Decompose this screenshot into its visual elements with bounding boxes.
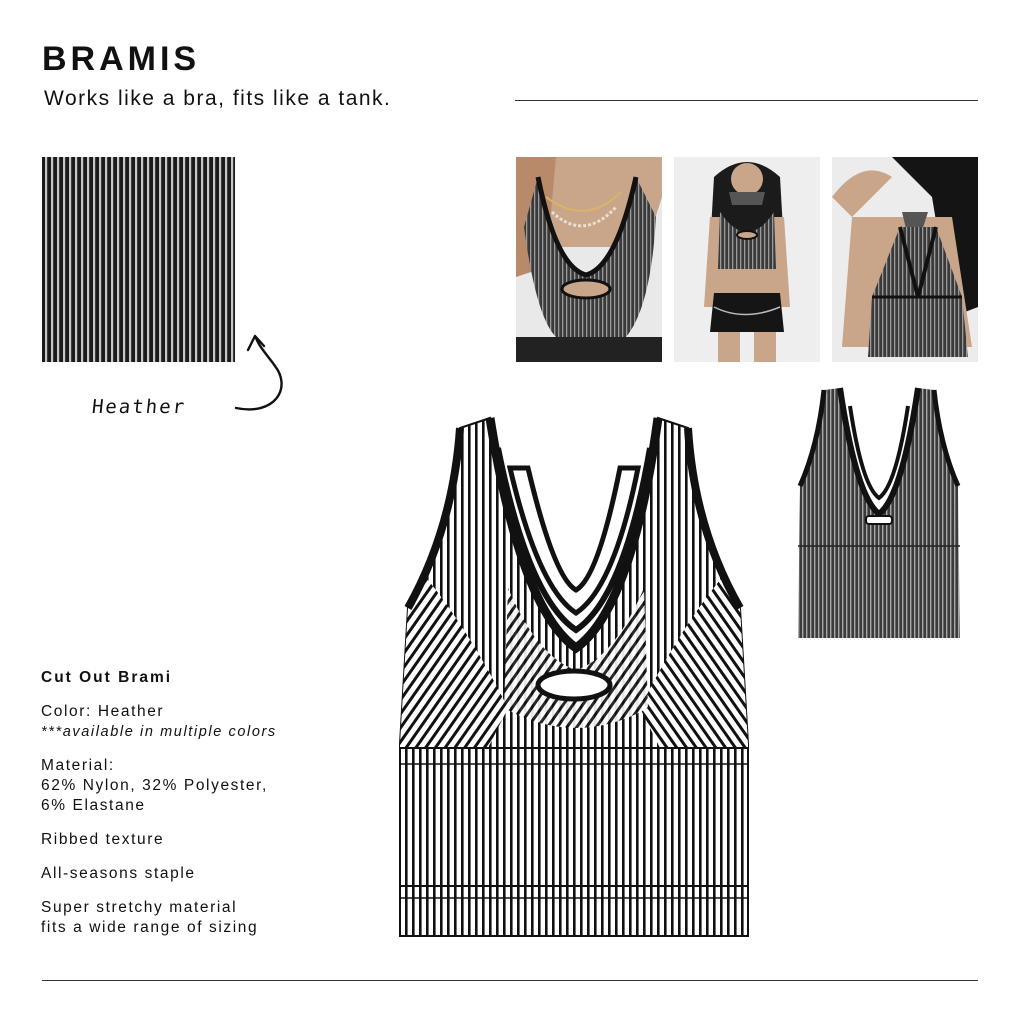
color-availability-note: ***available in multiple colors [41, 724, 277, 740]
product-back-flat-photo [796, 386, 962, 640]
material-line-2: 6% Elastane [41, 797, 146, 814]
model-front-closeup-photo [516, 157, 662, 362]
product-specs [41, 668, 371, 952]
material-spec [41, 756, 371, 816]
color-label: Color: Heather [41, 703, 165, 720]
feature-season: All-seasons staple [41, 865, 196, 882]
page-tagline: Works like a bra, fits like a tank. [44, 87, 392, 110]
feature-texture: Ribbed texture [41, 831, 165, 848]
technical-flat-drawing [398, 408, 754, 944]
fabric-swatch-image [42, 157, 235, 362]
material-line-1: 62% Nylon, 32% Polyester, [41, 777, 268, 794]
page-title: BRAMIS [42, 40, 201, 78]
swatch-color-label: Heather [90, 396, 188, 418]
header-divider [515, 100, 978, 101]
model-back-photo [832, 157, 978, 362]
curved-arrow-icon [230, 328, 300, 418]
feature-stretch-line-1: Super stretchy material [41, 899, 238, 916]
feature-stretch [41, 898, 371, 938]
product-name: Cut Out Brami [41, 669, 173, 686]
model-full-front-photo [674, 157, 820, 362]
color-spec [41, 702, 371, 742]
feature-stretch-line-2: fits a wide range of sizing [41, 919, 259, 936]
material-label: Material: [41, 757, 115, 774]
footer-divider [42, 980, 978, 981]
